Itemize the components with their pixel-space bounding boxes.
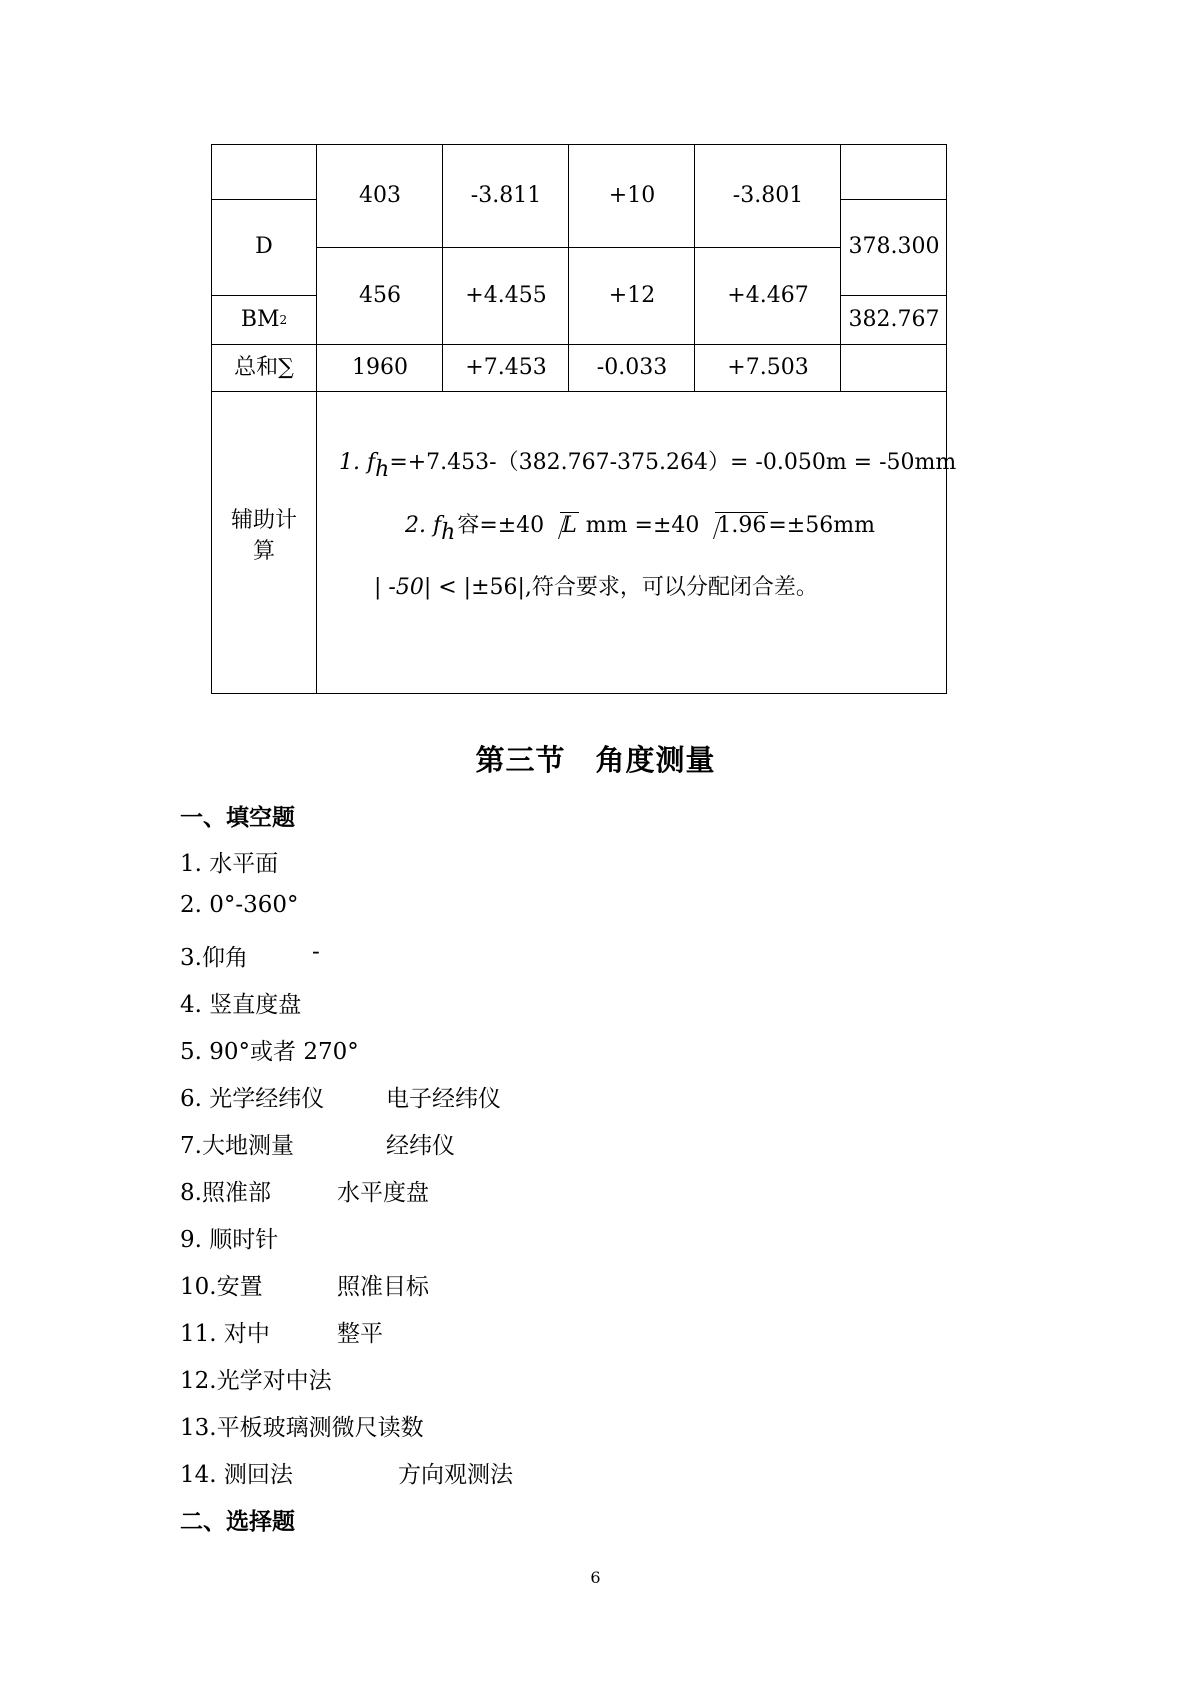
calc-line-2: 2. fh容=±40 L mm =±40 1.96=±56mm — [405, 513, 875, 545]
cell-total-distance: 1960 — [352, 354, 408, 380]
bm-label: BM — [240, 306, 280, 332]
cell-distance-1: 403 — [359, 182, 401, 208]
cell-point-bm2 — [211, 295, 317, 344]
bm-subscript: 2 — [279, 312, 288, 327]
cell-measured-2: +4.455 — [465, 282, 547, 308]
cell-elevation-d: 378.300 — [848, 234, 940, 259]
cell-corrected-1: -3.801 — [732, 182, 804, 208]
cell-correction-2: +12 — [608, 282, 656, 308]
calc-line-1: 1. fh=+7.453-（382.767-375.264）= -0.050m = -50mm — [339, 450, 957, 482]
cell-correction-1: +10 — [608, 182, 656, 208]
leveling-table — [211, 144, 957, 694]
document-page: 403 -3.811 +10 -3.801 D 378.300 456 +4.455 +12 +4.467 BM 2 382.767 总和∑ 1960 +7.453 -0.033 +7.503 辅助计算 1. fh=+7.453-（382.767-375.264）= -0.050m = -50mm 2. fh容=±40 L mm =±40 1.96=±56mm | -50| < |±56|,符合要求，可以分配闭合差。 第三节 角度测量 一、填空题 1. 水平面 2. 0°-360° 3.仰角 - 4. 竖直度盘 5. 90°或者 270° 6. 光学经纬仪 电子经纬仪 7.大地测量 经纬仪 8.照准部 水平度盘 9. 顺时针 10.安置 照准目标 11. 对中 整平 12.光学对中法 13.平板玻璃测微尺读数 14. 测回法 方向观测法 二、选择题 6 — [0, 0, 1191, 1684]
calc-line-3: | -50| < |±56|,符合要求，可以分配闭合差。 — [374, 575, 818, 600]
cell-corrected-2: +4.467 — [727, 282, 809, 308]
page-number: 6 — [590, 1568, 601, 1587]
cell-aux-label: 辅助计算 — [230, 508, 297, 564]
part1-title: 一、填空题 — [180, 805, 295, 831]
cell-distance-2: 456 — [359, 282, 401, 308]
cell-total-correction: -0.033 — [596, 354, 668, 380]
cell-total-label: 总和∑ — [234, 354, 294, 380]
part2-title: 二、选择题 — [180, 1509, 295, 1535]
cell-total-measured: +7.453 — [465, 354, 547, 380]
cell-total-corrected: +7.503 — [727, 354, 809, 380]
cell-point-d: D — [255, 234, 273, 259]
cell-elevation-bm2: 382.767 — [848, 306, 940, 332]
section-title: 第三节 角度测量 — [475, 743, 716, 777]
cell-measured-1: -3.811 — [470, 182, 542, 208]
